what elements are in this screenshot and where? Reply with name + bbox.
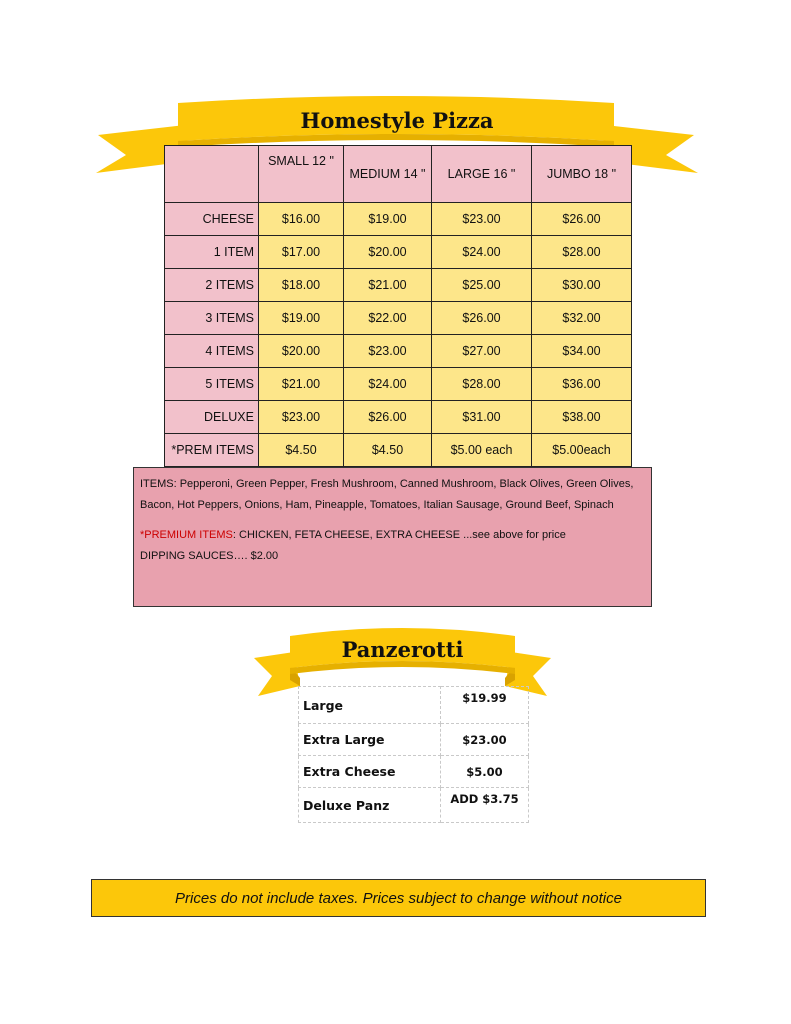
row-label: 4 ITEMS xyxy=(165,335,259,368)
panzerotti-row xyxy=(299,756,529,788)
row-label: 3 ITEMS xyxy=(165,302,259,335)
row-label: DELUXE xyxy=(165,401,259,434)
price-cell: $27.00 xyxy=(432,335,532,368)
price-cell: $24.00 xyxy=(344,368,432,401)
panzerotti-item-name: Large xyxy=(299,687,441,724)
panzerotti-item-name: Deluxe Panz xyxy=(299,788,441,823)
price-cell: $21.00 xyxy=(344,269,432,302)
pizza-row-2-items xyxy=(165,269,632,302)
price-cell: $38.00 xyxy=(532,401,632,434)
panzerotti-item-price: $5.00 xyxy=(441,756,529,788)
panzerotti-item-price: $23.00 xyxy=(441,724,529,756)
pizza-row-cheese xyxy=(165,203,632,236)
header-corner-cell xyxy=(165,146,259,203)
price-cell: $30.00 xyxy=(532,269,632,302)
price-cell: $17.00 xyxy=(259,236,344,269)
price-cell: $36.00 xyxy=(532,368,632,401)
premium-items-line xyxy=(140,525,645,546)
pizza-title: Homestyle Pizza xyxy=(300,108,494,133)
price-cell: $23.00 xyxy=(432,203,532,236)
price-cell: $26.00 xyxy=(532,203,632,236)
panzerotti-item-price: $19.99 xyxy=(441,687,529,724)
price-cell: $31.00 xyxy=(432,401,532,434)
pizza-price-table xyxy=(164,145,632,467)
price-cell: $26.00 xyxy=(432,302,532,335)
size-header-medium: MEDIUM 14 " xyxy=(344,146,432,203)
pizza-row-3-items xyxy=(165,302,632,335)
size-header-small: SMALL 12 " xyxy=(259,146,344,203)
price-cell: $4.50 xyxy=(344,434,432,467)
panzerotti-title: Panzerotti xyxy=(341,637,464,662)
size-header-jumbo: JUMBO 18 " xyxy=(532,146,632,203)
price-cell: $25.00 xyxy=(432,269,532,302)
premium-items-label: *PREMIUM ITEMS xyxy=(140,529,233,541)
premium-items-text: : CHICKEN, FETA CHEESE, EXTRA CHEESE ...see above for price xyxy=(232,529,566,541)
panzerotti-price-table xyxy=(298,686,529,823)
pizza-row-deluxe xyxy=(165,401,632,434)
pizza-row-1-item xyxy=(165,236,632,269)
price-cell: $19.00 xyxy=(259,302,344,335)
dipping-sauces-text: DIPPING SAUCES…. $2.00 xyxy=(140,550,279,562)
row-label: 1 ITEM xyxy=(165,236,259,269)
price-cell: $23.00 xyxy=(259,401,344,434)
panzerotti-item-name: Extra Cheese xyxy=(299,756,441,788)
price-cell: $23.00 xyxy=(344,335,432,368)
price-cell: $18.00 xyxy=(259,269,344,302)
price-disclaimer-text: Prices do not include taxes. Prices subject to change without notice xyxy=(175,889,622,907)
price-cell: $26.00 xyxy=(344,401,432,434)
price-cell: $34.00 xyxy=(532,335,632,368)
panzerotti-row xyxy=(299,724,529,756)
price-cell: $24.00 xyxy=(432,236,532,269)
size-header-large: LARGE 16 " xyxy=(432,146,532,203)
panzerotti-item-price: ADD $3.75 xyxy=(441,788,529,823)
row-label: 5 ITEMS xyxy=(165,368,259,401)
panzerotti-item-name: Extra Large xyxy=(299,724,441,756)
price-cell: $32.00 xyxy=(532,302,632,335)
price-cell: $20.00 xyxy=(259,335,344,368)
row-label: *PREM ITEMS xyxy=(165,434,259,467)
price-cell: $16.00 xyxy=(259,203,344,236)
panzerotti-row xyxy=(299,788,529,823)
price-cell: $28.00 xyxy=(532,236,632,269)
items-info-box xyxy=(133,467,652,607)
price-cell: $5.00 each xyxy=(432,434,532,467)
price-cell: $4.50 xyxy=(259,434,344,467)
price-cell: $5.00each xyxy=(532,434,632,467)
row-label: CHEESE xyxy=(165,203,259,236)
price-cell: $28.00 xyxy=(432,368,532,401)
price-cell: $19.00 xyxy=(344,203,432,236)
items-list-text: ITEMS: Pepperoni, Green Pepper, Fresh Mushroom, Canned Mushroom, Black Olives, Green Olives, Bacon, Hot Peppers, Onions, Ham, Pineapple, Tomatoes, Italian Sausage, Ground Beef, Spinach xyxy=(140,478,634,511)
pizza-row-4-items xyxy=(165,335,632,368)
price-disclaimer-banner xyxy=(91,879,706,917)
pizza-row-prem-items xyxy=(165,434,632,467)
price-cell: $22.00 xyxy=(344,302,432,335)
price-cell: $21.00 xyxy=(259,368,344,401)
pizza-row-5-items xyxy=(165,368,632,401)
row-label: 2 ITEMS xyxy=(165,269,259,302)
panzerotti-row xyxy=(299,687,529,724)
price-cell: $20.00 xyxy=(344,236,432,269)
